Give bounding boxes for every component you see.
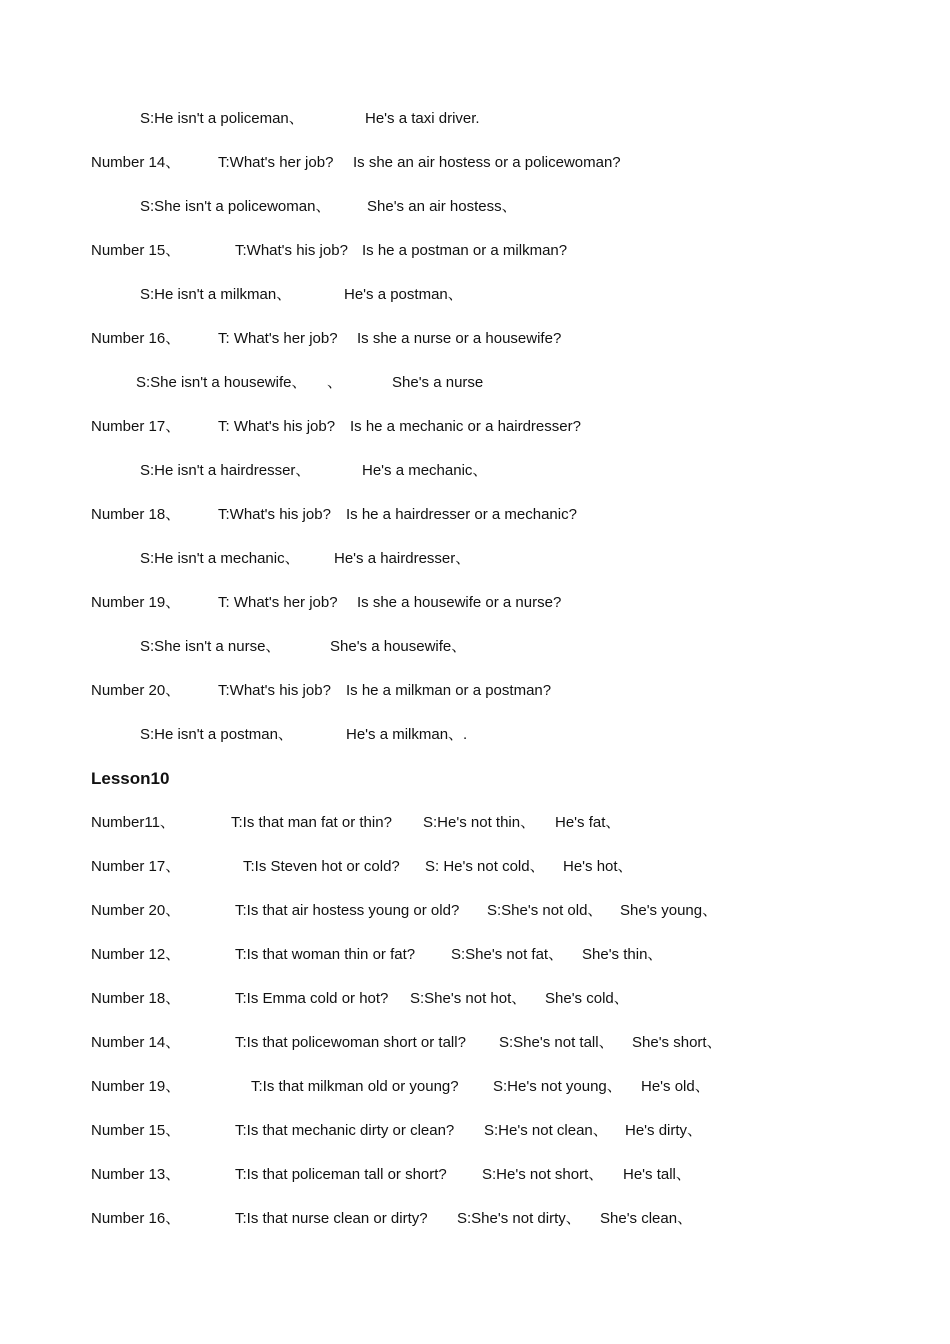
student-answer-positive: He's tall、 bbox=[623, 1166, 691, 1183]
dialogue-line bbox=[0, 240, 568, 262]
teacher-question: T:What's her job? bbox=[218, 154, 334, 171]
student-answer-positive: She's an air hostess、 bbox=[367, 198, 517, 215]
item-number: Number 14、 bbox=[91, 154, 181, 171]
student-answer-positive: He's a taxi driver. bbox=[365, 110, 480, 127]
teacher-question: T:Is that mechanic dirty or clean? bbox=[235, 1122, 455, 1139]
teacher-question-choice: Is he a hairdresser or a mechanic? bbox=[346, 506, 577, 523]
teacher-question-choice: Is she a nurse or a housewife? bbox=[357, 330, 562, 347]
student-answer-negative: S:He's not thin、 bbox=[423, 814, 536, 831]
dialogue-line bbox=[0, 328, 562, 350]
student-answer-negative: S: He's not cold、 bbox=[425, 858, 545, 875]
dialogue-line bbox=[0, 1120, 703, 1142]
dialogue-line bbox=[0, 372, 484, 394]
dialogue-line bbox=[0, 1076, 710, 1098]
student-answer-negative: S:She's not hot、 bbox=[410, 990, 527, 1007]
item-number: Number 15、 bbox=[91, 1122, 181, 1139]
student-answer-negative: S:He isn't a milkman、 bbox=[140, 286, 292, 303]
item-number: Number 18、 bbox=[91, 506, 181, 523]
teacher-question: T:Is that woman thin or fat? bbox=[235, 946, 416, 963]
item-number: Number 18、 bbox=[91, 990, 181, 1007]
item-number: Number 17、 bbox=[91, 858, 181, 875]
item-number: Number 14、 bbox=[91, 1034, 181, 1051]
teacher-question: T:What's his job? bbox=[218, 682, 331, 699]
item-number: Number 20、 bbox=[91, 682, 181, 699]
student-answer-positive: He's a mechanic、 bbox=[362, 462, 488, 479]
teacher-question: T: What's her job? bbox=[218, 594, 338, 611]
teacher-question-choice: Is he a mechanic or a hairdresser? bbox=[350, 418, 581, 435]
dialogue-line bbox=[0, 900, 718, 922]
student-answer-negative: S:She's not old、 bbox=[487, 902, 603, 919]
dialogue-line bbox=[0, 196, 517, 218]
teacher-question-choice: Is he a milkman or a postman? bbox=[346, 682, 552, 699]
dialogue-line bbox=[0, 680, 552, 702]
punctuation-mark: 、 bbox=[327, 374, 343, 391]
student-answer-positive: She's thin、 bbox=[582, 946, 663, 963]
dialogue-line bbox=[0, 108, 480, 130]
dialogue-line bbox=[0, 856, 633, 878]
item-number: Number 17、 bbox=[91, 418, 181, 435]
teacher-question-choice: Is she a housewife or a nurse? bbox=[357, 594, 562, 611]
teacher-question: T:What's his job? bbox=[235, 242, 348, 259]
student-answer-negative: S:He isn't a hairdresser、 bbox=[140, 462, 311, 479]
student-answer-negative: S:She's not dirty、 bbox=[457, 1210, 581, 1227]
student-answer-positive: She's a housewife、 bbox=[330, 638, 467, 655]
teacher-question: T:Is that milkman old or young? bbox=[251, 1078, 459, 1095]
dialogue-line bbox=[0, 152, 621, 174]
student-answer-negative: S:He's not short、 bbox=[482, 1166, 604, 1183]
item-number: Number 19、 bbox=[91, 1078, 181, 1095]
dialogue-line bbox=[0, 592, 562, 614]
teacher-question: T:Is that policeman tall or short? bbox=[235, 1166, 447, 1183]
student-answer-negative: S:She's not tall、 bbox=[499, 1034, 614, 1051]
dialogue-line bbox=[0, 812, 621, 834]
student-answer-negative: S:He's not clean、 bbox=[484, 1122, 608, 1139]
student-answer-positive: She's short、 bbox=[632, 1034, 722, 1051]
teacher-question-choice: Is she an air hostess or a policewoman? bbox=[353, 154, 621, 171]
student-answer-negative: S:He's not young、 bbox=[493, 1078, 622, 1095]
student-answer-positive: She's clean、 bbox=[600, 1210, 693, 1227]
dialogue-line bbox=[0, 416, 581, 438]
student-answer-negative: S:He isn't a postman、 bbox=[140, 726, 293, 743]
item-number: Number 20、 bbox=[91, 902, 181, 919]
dialogue-line bbox=[0, 636, 467, 658]
student-answer-positive: She's a nurse bbox=[392, 374, 484, 391]
dialogue-line bbox=[0, 988, 629, 1010]
teacher-question: T:Is that air hostess young or old? bbox=[235, 902, 460, 919]
student-answer-negative: S:He isn't a policeman、 bbox=[140, 110, 304, 127]
teacher-question: T:Is that nurse clean or dirty? bbox=[235, 1210, 428, 1227]
item-number: Number 12、 bbox=[91, 946, 181, 963]
item-number: Number 16、 bbox=[91, 330, 181, 347]
student-answer-positive: He's hot、 bbox=[563, 858, 633, 875]
teacher-question: T: What's her job? bbox=[218, 330, 338, 347]
teacher-question: T:Is that man fat or thin? bbox=[231, 814, 392, 831]
dialogue-line bbox=[0, 1208, 693, 1230]
student-answer-positive: He's a hairdresser、 bbox=[334, 550, 471, 567]
student-answer-negative: S:She's not fat、 bbox=[451, 946, 564, 963]
dialogue-line bbox=[0, 724, 468, 746]
student-answer-positive: He's a milkman、. bbox=[346, 726, 468, 743]
dialogue-line bbox=[0, 1032, 722, 1054]
teacher-question: T:Is Emma cold or hot? bbox=[235, 990, 389, 1007]
student-answer-positive: He's a postman、 bbox=[344, 286, 463, 303]
dialogue-line bbox=[0, 1164, 691, 1186]
dialogue-line bbox=[0, 944, 663, 966]
teacher-question: T: What's his job? bbox=[218, 418, 336, 435]
student-answer-positive: She's young、 bbox=[620, 902, 718, 919]
student-answer-negative: S:She isn't a policewoman、 bbox=[140, 198, 331, 215]
dialogue-line bbox=[0, 460, 488, 482]
dialogue-line bbox=[0, 284, 463, 306]
item-number: Number 19、 bbox=[91, 594, 181, 611]
student-answer-positive: He's old、 bbox=[641, 1078, 710, 1095]
student-answer-positive: He's dirty、 bbox=[625, 1122, 703, 1139]
dialogue-line bbox=[0, 504, 577, 526]
section-heading: Lesson10 bbox=[91, 769, 170, 788]
dialogue-line bbox=[0, 548, 471, 570]
student-answer-negative: S:He isn't a mechanic、 bbox=[140, 550, 300, 567]
student-answer-negative: S:She isn't a housewife、 bbox=[136, 374, 307, 391]
student-answer-positive: She's cold、 bbox=[545, 990, 629, 1007]
item-number: Number 16、 bbox=[91, 1210, 181, 1227]
student-answer-negative: S:She isn't a nurse、 bbox=[140, 638, 281, 655]
teacher-question-choice: Is he a postman or a milkman? bbox=[362, 242, 568, 259]
item-number: Number11、 bbox=[91, 814, 175, 831]
item-number: Number 13、 bbox=[91, 1166, 181, 1183]
teacher-question: T:What's his job? bbox=[218, 506, 331, 523]
item-number: Number 15、 bbox=[91, 242, 181, 259]
student-answer-positive: He's fat、 bbox=[555, 814, 621, 831]
teacher-question: T:Is that policewoman short or tall? bbox=[235, 1034, 466, 1051]
teacher-question: T:Is Steven hot or cold? bbox=[243, 858, 400, 875]
